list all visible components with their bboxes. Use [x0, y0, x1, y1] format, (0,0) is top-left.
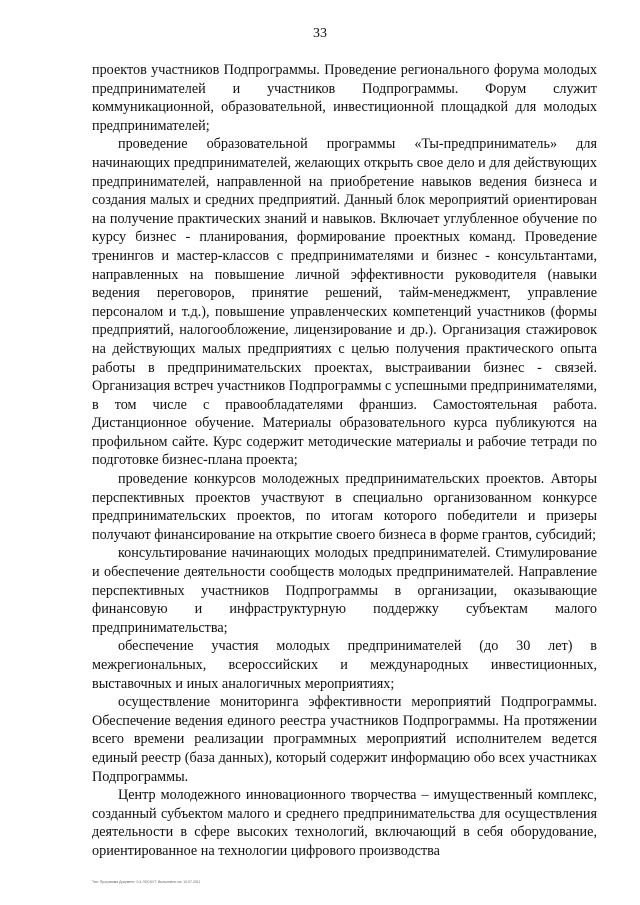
page-number: 33: [313, 26, 327, 41]
paragraph-6: осуществление мониторинга эффективности мероприятий Подпрограммы. Обеспечение ведения единого реестра участников Подпрограммы. На протяжении всего времени реализации программных мероприятий исполнителем ведется единый реестр (база данных), который содержит информацию обо всех участниках Подпрограммы.: [92, 694, 597, 785]
paragraph-2: проведение образовательной программы «Ты-предприниматель» для начинающих предпринимателей, желающих открыть свое дело и для действующих предпринимателей, направленной на приобретение навыков ведения бизнеса и создания малых и средних предприятий. Данный блок мероприятий ориентирован на получение практических знаний и навыков. Включает углубленное обучение по курсу бизнес - планирования, формирование проектных команд. Проведение тренингов и мастер-классов с предпринимателями и бизнес - консультантами, направленных на повышение личной эффективности руководителя (навыки ведения переговоров, принятие решений, тайм-менеджмент, управление персоналом и т.д.), повышение управленческих компетенций участников (формы предприятий, налогообложение, лицензирование и др.). Организация стажировок на действующих малых предприятиях с целью получения практического опыта работы в предпринимательских проектах, выстраивании бизнес - связей. Организация встреч участников Подпрограммы с успешными предпринимателями, в том числе с правообладателями франшиз. Самостоятельная работа. Дистанционное обучение. Материалы образовательного курса публикуются на профильном сайте. Курс содержит методические материалы и рабочие тетради по подготовке бизнес-плана проекта;: [92, 136, 597, 469]
paragraph-7: Центр молодежного инновационного творчества – имущественный комплекс, созданный субъектом малого и среднего предпринимательства для осуществления деятельности в сфере высоких технологий, включающий в себя оборудование, ориентированное на технологии цифрового производства: [92, 787, 597, 859]
paragraph-1: проектов участников Подпрограммы. Проведение регионального форума молодых предпринимателей и участников Подпрограммы. Форум служит коммуникационной, образовательной, инвестиционной площадкой для молодых предпринимателей;: [92, 62, 597, 134]
paragraph-4: консультирование начинающих молодых предпринимателей. Стимулирование и обеспечение деятельности сообществ молодых предпринимателей. Направление перспективных участников Подпрограммы в организации, оказывающие финансовую и инфраструктурную поддержку субъектам малого предпринимательства;: [92, 545, 597, 636]
paragraph-5: обеспечение участия молодых предпринимателей (до 30 лет) в межрегиональных, всероссийских и международных инвестиционных, выставочных и иных аналогичных мероприятиях;: [92, 638, 597, 692]
paragraph-3: проведение конкурсов молодежных предпринимательских проектов. Авторы перспективных проектов участвуют в специально организованном конкурсе предпринимательских проектов, по итогам которого победители и призеры получают финансирование на открытие своего бизнеса в форме грантов, субсидий;: [92, 471, 597, 543]
page-footer: Тип: Программа Документ: 0.4 ЛОСКУТ. Выполнено на: 10.07.2011: [92, 880, 201, 884]
document-body: [92, 61, 597, 861]
